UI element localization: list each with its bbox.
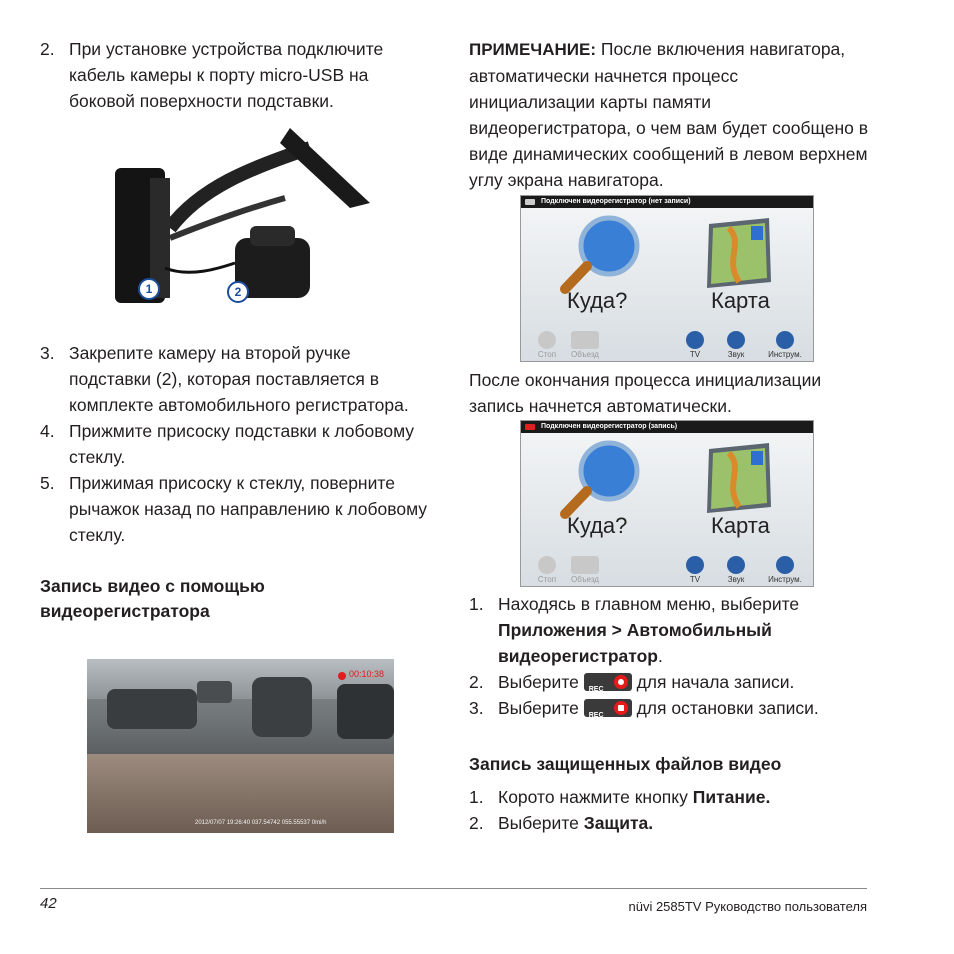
list-item: 2. Выберите REC для начала записи. [469,672,795,693]
navigator-screen-recording [520,420,814,587]
rec-stop-button-icon: REC [584,699,632,717]
page-number: 42 [40,895,57,912]
list-item: 2. При установке устройства подключите кабель камеры к порту micro-USB на боковой поверхности подставки. [40,39,384,111]
video-timer: 00:10:38 [349,669,385,679]
video-timestamp: 2012/07/07 19:26:40 037.54742 055.55537 0mi/h [195,820,327,826]
left-column [40,36,440,114]
stop-button: Стоп [535,331,559,359]
right-steps [469,591,869,721]
left-steps [40,340,440,548]
status-bar: Подключен видеорегистратор (запись) [521,421,813,433]
callout-1: 1 [138,278,160,300]
status-bar: Подключен видеорегистратор (нет записи) [521,196,813,208]
tools-button: Инструм. [759,331,811,359]
tv-button: TV [683,556,707,584]
bottom-toolbar [521,331,813,361]
footer-divider [40,888,867,889]
list-item: 3. Закрепите камеру на второй ручке подставки (2), которая поставляется в комплекте автомобильного регистратора. [40,343,409,415]
section-heading-protected: Запись защищенных файлов видео [469,754,782,774]
where-to-label: Куда? [567,288,628,313]
list-item: 3. Выберите REC для остановки записи. [469,698,819,719]
tv-button: TV [683,331,707,359]
sound-button: Звук [721,556,751,584]
rec-start-button-icon: REC [584,673,632,691]
step-text: Прижмите присоску подставки к лобовому стеклу. [69,421,415,467]
map-label: Карта [711,288,770,313]
dashcam-video-frame [87,659,394,833]
note-text: После включения навигатора, автоматически начнется процесс инициализации карты памяти видеорегистратора, о чем вам будет сообщено в виде динамических сообщений в левом верхнем углу экрана навигатора. [469,39,868,190]
after-init-text: После окончания процесса инициализации запись начнется автоматически. [469,370,822,416]
record-indicator [338,672,346,680]
list-item: 5. Прижимая присоску к стеклу, поверните рычажок назад по направлению к лобовому стеклу. [40,473,428,545]
tools-button: Инструм. [759,556,811,584]
sound-button: Звук [721,331,751,359]
note-label: ПРИМЕЧАНИЕ: [469,40,596,59]
protect-steps [469,784,869,836]
step-text: Закрепите камеру на второй ручке подставки (2), которая поставляется в комплекте автомобильного регистратора. [69,343,409,415]
note-block [469,36,869,193]
step-text: При установке устройства подключите кабель камеры к порту micro-USB на боковой поверхности подставки. [69,39,384,111]
list-item: 2. Выберите Защита. [469,813,654,833]
stop-button: Стоп [535,556,559,584]
detour-button: Объезд [565,331,605,359]
map-label: Карта [711,513,770,538]
section-heading: Запись видео с помощью видеорегистратора [40,576,265,621]
list-item: 1. Находясь в главном меню, выберите Приложения > Автомобильный видеорегистратор. [469,594,800,666]
bottom-toolbar [521,556,813,586]
list-item: 4. Прижмите присоску подставки к лобовому стеклу. [40,421,415,467]
detour-button: Объезд [565,556,605,584]
camera-icon [525,199,535,205]
callout-2: 2 [227,281,249,303]
step-text: Прижимая присоску к стеклу, поверните рычажок назад по направлению к лобовому стеклу. [69,473,428,545]
navigator-screen-not-recording [520,195,814,362]
list-item: 1. Корото нажмите кнопку Питание. [469,787,771,807]
where-to-label: Куда? [567,513,628,538]
camera-icon [525,424,535,430]
manual-title: nüvi 2585TV Руководство пользователя [628,899,867,914]
device-mount-illustration [110,128,380,308]
